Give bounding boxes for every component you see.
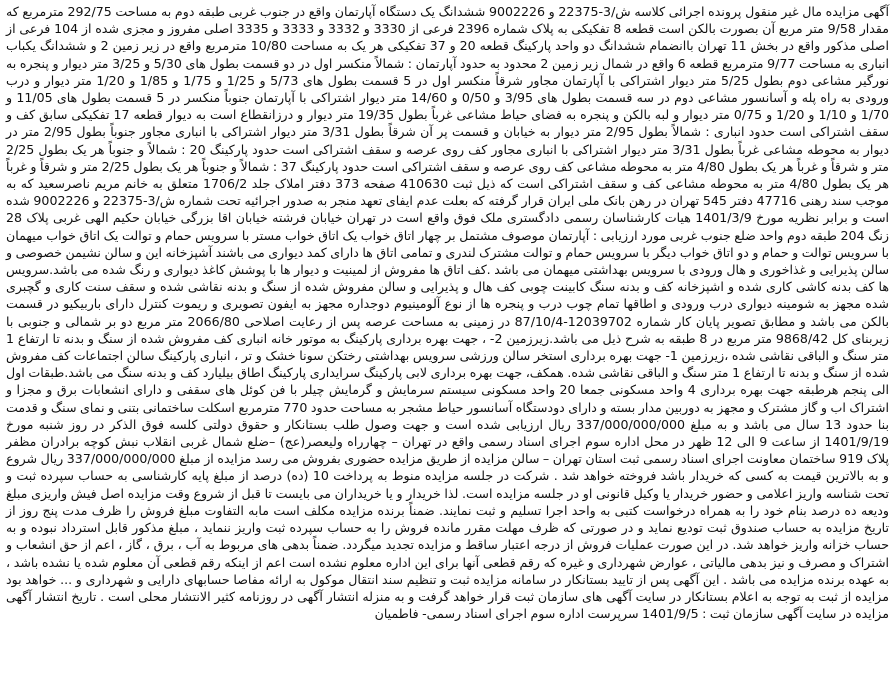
notice-footer-signature: ثبت : 1401/9/5 سرپرست اداره سوم اجرای اسناد رسمی- فاطمیان: [374, 606, 730, 622]
notice-body: آگهی مزایده مال غیر منقول پرونده اجرائی کلاسه ش/3-22375 و 9002226 ششدانگ یک دستگاه آپارتمان واقع در جنوب غربی طبقه دوم به مساحت 292/75 مترمربع که مقدار 9/58 متر مربع آن بصورت بالکن است قطعه 8 تفکیکی به پلاک شماره 2396 فرعی از 3330 و 3332 و 3333 و 3335 اصلی مفروز و مجزی شده از 104 فرعی از اصلی مذکور واقع در بخش 11 تهران باانضمام ششدانگ دو واحد پارکینگ قطعه 20 و 37 تفکیکی هر یک به مساحت 10/80 مترمربع واقع در زیر زمین 2 و ششدانگ یکباب انباری به مساحت 9/77 مترمربع قطعه 6 واقع در شمال زیر زمین 2 محدود به حدود آپارتمان : شمالاً منکسر اول در دو قسمت بطول های 5/30 و 3/25 متر دیوار و پنجره به نورگیر مشاعی دوم بطول 5/25 متر دیوار اشتراکی با آپارتمان مجاور شرقاً منکسر اول در 5 قسمت بطول های 5/73 و 1/25 و 1/75 و 1/85 و 1/20 متر دیوار و درب ورودی به راه پله و آسانسور مشاعی دوم در سه قسمت بطول های 3/95 و 0/50 و 14/60 متر دیوار اشتراکی با آپارتمان جنوباً منکسر در 5 قسمت بطول های 11/05 و 1/70 و 1/10 و 1/20 و 0/75 متر دیوار و لبه بالکن و پنجره به فضای حیاط مشاعی غرباً بطول 19/35 متر دیوار و درزانقطاع است به دیوار قطعه 17 تفکیکی سابق کف و سقف اشتراکی است حدود انباری : شمالاً بطول 2/95 متر دیوار به خیابان و قسمت پر آن شرقاً بطول 3/31 متر دیوار اشتراکی با انباری مجاور جنوباً بطول 2/95 متر در دیوار به محوطه مشاعی غرباً بطول 3/31 متر دیوار اشتراکی با انباری مجاور کف روی عرصه و سقف اشتراکی است حدود پارکینگ 20 : شمالاً و جنوباً هر یک بطول 2/25 متر و شرقاً و غرباً هر یک بطول 4/80 متر به محوطه مشاعی کف روی عرصه و سقف اشتراکی است حدود پارکینگ 37 : شمالاً و جنوباً هر یک بطول 2/25 متر و شرقاً و غرباً هر یک بطول 4/80 متر به محوطه مشاعی کف و سقف اشتراکی است که ذیل ثبت 410630 صفحه 373 دفتر املاک جلد 1706/2 متعلق به خانم مریم ناصرسعید که به موجب سند رهنی 47716 دفتر 545 تهران در رهن بانک ملی ایران قرار گرفته که بعلت عدم ایفای تعهد منجر به صدور اجرائیه تحت شماره ش/3-22375 و 9002226 شده است و برابر نظریه مورخ 1401/3/9 هیات کارشناسان رسمی دادگستری ملک فوق واقع است در تهران خیابان فرشته خیابان اقا بزرگی خیابان حکیم الهی غربی پلاک 28 زنگ 204 طبقه دوم واحد ضلع جنوب غربی مورد ارزیابی : آپارتمان موصوف مشتمل بر چهار اتاق خواب یک اتاق خواب مستر با سرویس حمام و توالت یک اتاق خواب میهمان با سرویس توالت و حمام و دو اتاق خواب دیگر با سرویس حمام و توالت مشترک لندری و تمامی اتاق ها دارای کمد دیواری می باشند آشپزخانه این و سالن نشیمن خصوصی و سالن پذیرایی و غذاخوری و هال ورودی با سرویس بهداشتی میهمان می باشد .کف اتاق ها مفروش از لمینیت و دیوار ها با پوشش کاغذ دیواری و رنگ شده می باشد.سرویس ها کف بدنه کاشی کاری شده و اشپزخانه کف و بدنه سنگ کابینت چوبی کف هال و پذیرایی و سالن مفروش شده از سنگ و بدنه نقاشی شده و سقف سنت کاری و گچبری شده مجهز به شومینه دیواری درب ورودی و اطاقها تمام چوب درب و پنجره ها از نوع آلومینیوم دوجداره مجهز به ایفون تصویری و ریموت کنترل دارای باربیکیو در قسمت بالکن می باشد و مطابق تصویر پایان کار شماره 12039702-87/10/4 در زمینی به مساحت عرصه پس از رعایت اصلاحی 2066/80 متر مربع دو بر شمالی و جنوبی با زیربنای کل 9868/42 متر مربع در 8 طبقه به شرح ذیل می باشد.زیرزمین 2- ، جهت بهره برداری پارکینگ به موتور خانه انباری کف مفروش شده از سنگ و بدنه تا ارتفاع 1 متر سنگ و الباقی نقاشی شده ،زیرزمین 1- جهت بهره برداری استخر سالن ورزشی سرویس بهداشتی رختکن سونا خشک و تر ، انباری پارکینگ سالن اجتماعات کف مفروش شده از سنگ و بدنه تا ارتفاع 1 متر سنگ و الباقی نقاشی شده. همکف، جهت بهره برداری لابی پارکینگ سرایداری پارکینگ اطاق بیلیارد کف و بدنه سنگ می باشد.طبقات اول الی پنجم هرطبقه جهت بهره برداری 4 واحد مسکونی جمعا 20 واحد مسکونی سیستم سرمایش و گرمایش چیلر با فن کوئل های سقفی و دارای انشعابات برق و مجزا و اشتراک اب و گاز مشترک و مجهز به دوربین مدار بسته و دارای دودستگاه آسانسور حیاط مشجر به مساحت حدود 770 مترمربع اسکلت ساختمانی بتنی و نمای سنگ و قدمت بنا حدود 13 سال می باشد و به مبلغ 337/000/000/000 ریال ارزیابی شده است و جهت وصول طلب بستانکار و حقوق دولتی کلسه فوق الذکر در روز شنبه مورخ 1401/9/19 از ساعت 9 الی 12 ظهر در محل اداره سوم اجرای اسناد رسمی واقع در تهران – چهارراه ولیعصر(عج) –ضلع شمال غربی انقلاب نبش کوچه برادران مظفر پلاک 919 ساختمان معاونت اجرای اسناد رسمی ثبت استان تهران – سالن مزایده از طریق مزایده حضوری بفروش می رسد مزایده از مبلغ 337/000/000/000 ریال شروع و به بالاترین قیمت به کسی که خریدار باشد فروخته خواهد شد . شرکت در جلسه مزایده منوط به پرداخت 10 (ده) درصد از مبلغ پایه کارشناسی به حساب سپرده ثبت و تحت شناسه واریز اعلامی و حضور خریدار یا وکیل قانونی او در جلسه مزایده است. لذا خریدار و یا خریداران می بایست تا قبل از شروع وقت مزایده اصل فیش واریزی مبلغ ودیعه ده درصد بنام خود را به همراه درخواست کتبی به واحد اجرا تسلیم و ثبت نمایند. ضمناً برنده مزایده مکلف است مابه التفاوت مبلغ فروش را ظرف مدت پنج روز از تاریخ مزایده به حساب صندوق ثبت تودیع نماید و در صورتی که ظرف مهلت مقرر مانده فروش را به حساب سپرده ثبت واریز ننماید ، مبلغ مذکور قابل استرداد نبوده و به حساب خزانه واریز خواهد شد. در این صورت عملیات فروش از درجه اعتبار ساقط و مزایده تجدید میگردد. ضمناً بدهی های مربوط به آب ، برق ، گاز ، اعم از حق انشعاب و اشتراک و مصرف و نیز بدهی مالیاتی ، عوارض شهرداری و غیره که رقم قطعی آنها برای این اداره معلوم نشده است اعم از اینکه رقم قطعی آن معلوم شده یا نشده باشد ، به عهده برنده مزایده می باشد . این آگهی پس از تایید بستانکار در سامانه مزایده ثبت و تنظیم سند انتقال موکول به ارائه مفاصا حسابهای دارایی و شهرداری و ... خواهد بود مزایده از ثبت به توجه به اعلام بستانکار در سایت آگهی های سازمان ثبت قرار خواهد گرفت و به منزله انتشار آگهی در روزنامه کثیر الانتشار محلی است . تاریخ انتشار آگهی مزایده در سایت آگهی سازمان: [6, 4, 890, 622]
